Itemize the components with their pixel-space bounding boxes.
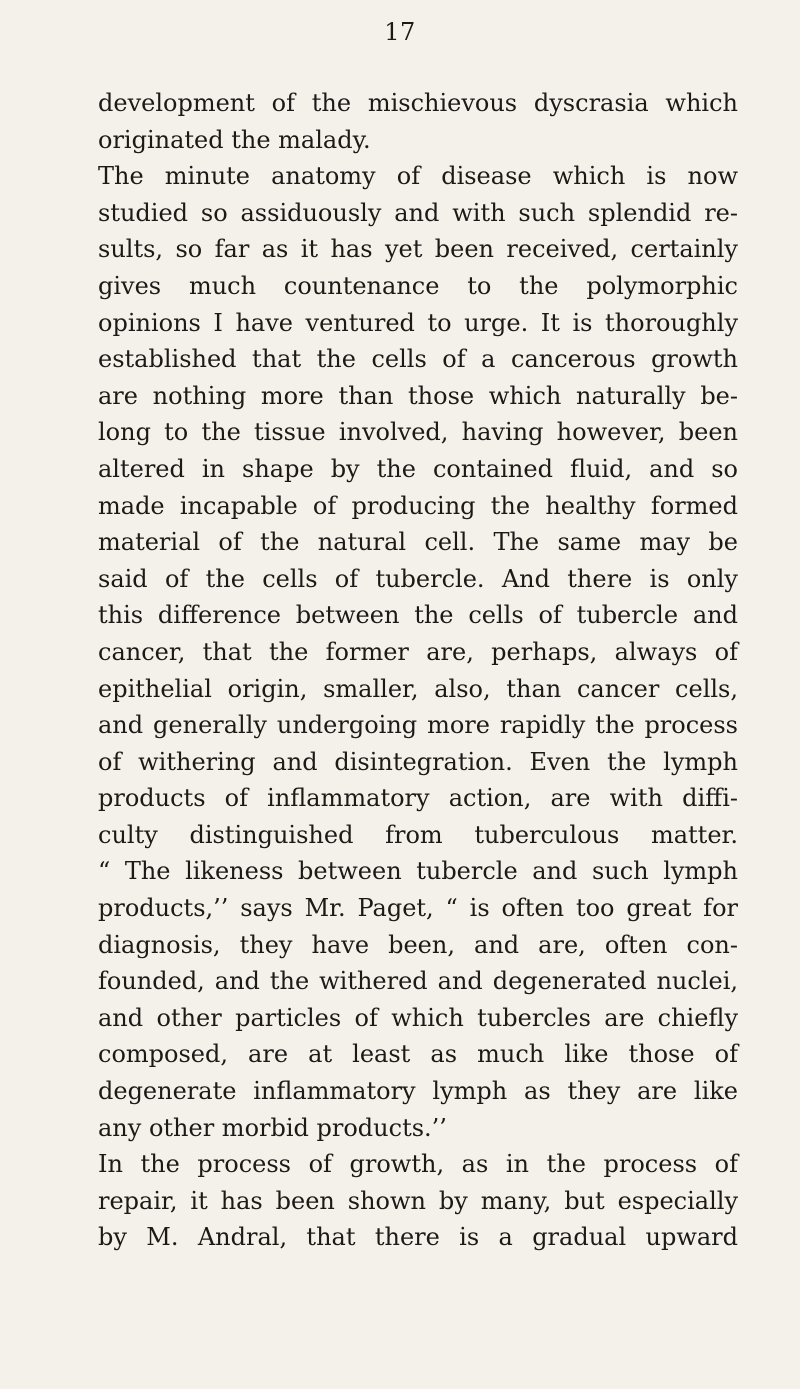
text-line: are nothing more than those which naturally be- — [98, 381, 738, 410]
text-line: material of the natural cell. The same may be — [98, 528, 738, 557]
text-line: opinions I have ventured to urge. It is thoroughly — [98, 308, 738, 337]
text-line: any other morbid products.’’ — [98, 1113, 447, 1142]
text-line: cancer, that the former are, perhaps, always of — [98, 637, 738, 666]
text-line: sults, so far as it has yet been received, certainly — [98, 235, 738, 264]
text-line: gives much countenance to the polymorphic — [98, 271, 738, 300]
text-line: culty distinguished from tuberculous matter. — [98, 820, 738, 849]
text-line: made incapable of producing the healthy formed — [98, 491, 738, 520]
text-line: founded, and the withered and degenerated nuclei, — [98, 967, 738, 996]
text-line: of withering and disintegration. Even the lymph — [98, 747, 738, 776]
text-line: originated the malady. — [98, 125, 371, 154]
text-line: products of inflammatory action, are with diffi- — [98, 784, 738, 813]
text-line: studied so assiduously and with such splendid re- — [98, 198, 738, 227]
text-line: said of the cells of tubercle. And there is only — [98, 564, 738, 593]
text-line: epithelial origin, smaller, also, than cancer cells, — [98, 674, 738, 703]
text-line: The minute anatomy of disease which is now — [98, 162, 738, 191]
text-line: by M. Andral, that there is a gradual upward — [98, 1223, 738, 1252]
text-line: In the process of growth, as in the process of — [98, 1150, 738, 1179]
body-text — [98, 85, 738, 1256]
text-line: long to the tissue involved, having however, been — [98, 418, 738, 447]
text-line: repair, it has been shown by many, but especially — [98, 1186, 738, 1215]
text-line: altered in shape by the contained fluid, and so — [98, 454, 738, 483]
text-line: and other particles of which tubercles are chiefly — [98, 1003, 738, 1032]
text-line: this difference between the cells of tubercle and — [98, 601, 738, 630]
text-line: established that the cells of a cancerous growth — [98, 345, 738, 374]
text-line: development of the mischievous dyscrasia which — [98, 89, 738, 117]
text-line: degenerate inflammatory lymph as they are like — [98, 1077, 738, 1106]
page-number: 17 — [384, 18, 416, 46]
text-line: and generally undergoing more rapidly the process — [98, 711, 738, 740]
text-line: diagnosis, they have been, and are, often con- — [98, 930, 738, 959]
text-line: products,’’ says Mr. Paget, “ is often too great for — [98, 894, 738, 923]
text-line: “ The likeness between tubercle and such lymph — [98, 857, 738, 886]
text-line: composed, are at least as much like those of — [98, 1040, 738, 1069]
